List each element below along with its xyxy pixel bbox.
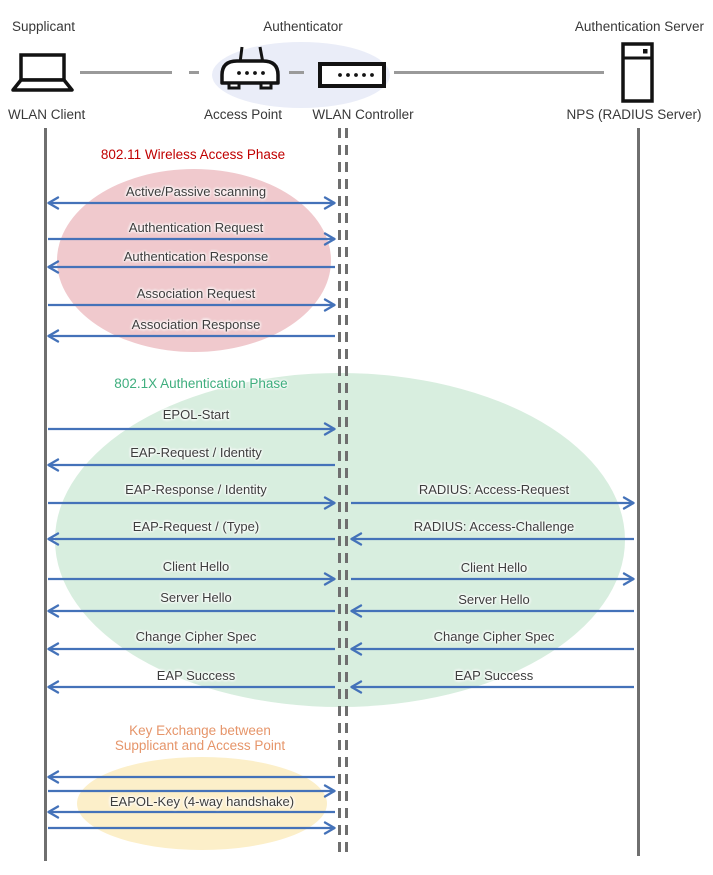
phase3-title-line2: Supplicant and Access Point <box>114 738 286 753</box>
node-label-nps-radius-server: NPS (RADIUS Server) <box>566 107 702 122</box>
message-arrow <box>47 260 336 274</box>
message-label: EAP Success <box>454 668 534 683</box>
lifeline-auth-server <box>637 128 640 856</box>
message-arrow <box>47 496 336 510</box>
connector-segment <box>289 71 304 74</box>
message-label: EPOL-Start <box>162 407 230 422</box>
server-icon <box>619 42 657 104</box>
connector-segment <box>80 71 172 74</box>
message-arrow <box>350 572 635 586</box>
phase3-title <box>115 723 285 753</box>
phase1-title: 802.11 Wireless Access Phase <box>100 147 286 162</box>
message-label: Change Cipher Spec <box>433 629 555 644</box>
message-label: Server Hello <box>458 592 530 607</box>
node-label-wlan-client: WLAN Client <box>8 107 86 122</box>
message-arrow <box>47 298 336 312</box>
lifeline-authenticator-left <box>338 128 341 857</box>
message-arrow <box>350 604 635 618</box>
message-arrow <box>350 532 635 546</box>
message-arrow <box>350 642 635 656</box>
message-arrow <box>47 821 336 835</box>
connector-segment <box>394 71 604 74</box>
role-label-authentication-server: Authentication Server <box>574 19 704 34</box>
message-arrow <box>47 642 336 656</box>
connector-segment <box>189 71 199 74</box>
phase2-title: 802.1X Authentication Phase <box>114 376 288 391</box>
message-arrow <box>47 532 336 546</box>
wireless-router-icon <box>215 44 285 92</box>
message-label: Association Response <box>131 317 261 332</box>
message-arrow <box>47 680 336 694</box>
phase3-title-line1: Key Exchange between <box>129 723 271 738</box>
message-label: Client Hello <box>460 560 528 575</box>
role-label-supplicant: Supplicant <box>12 19 76 34</box>
node-label-access-point: Access Point <box>203 107 283 122</box>
message-arrow <box>47 422 336 436</box>
message-arrow <box>47 196 336 210</box>
controller-box-icon <box>318 62 386 88</box>
message-label: EAP-Response / Identity <box>125 482 267 497</box>
message-arrow <box>350 496 635 510</box>
message-label: EAP Success <box>156 668 236 683</box>
message-label: RADIUS: Access-Challenge <box>413 519 575 534</box>
eapol-key-label: EAPOL-Key (4-way handshake) <box>109 794 295 809</box>
message-arrow <box>47 770 336 784</box>
lifeline-authenticator-right <box>345 128 348 857</box>
role-label-authenticator: Authenticator <box>263 19 343 34</box>
node-label-wlan-controller: WLAN Controller <box>312 107 414 122</box>
message-arrow <box>47 232 336 246</box>
message-label: EAP-Request / (Type) <box>132 519 260 534</box>
message-label: Client Hello <box>162 559 230 574</box>
message-arrow <box>47 572 336 586</box>
message-label: EAP-Request / Identity <box>130 445 262 460</box>
message-label: Authentication Request <box>128 220 264 235</box>
message-label: Association Request <box>136 286 256 301</box>
message-arrow <box>350 680 635 694</box>
message-arrow <box>47 604 336 618</box>
laptop-icon <box>10 50 76 96</box>
message-arrow <box>47 329 336 343</box>
message-label: Server Hello <box>160 590 232 605</box>
message-label: RADIUS: Access-Request <box>418 482 570 497</box>
message-label: Authentication Response <box>123 249 269 264</box>
message-label: Change Cipher Spec <box>135 629 257 644</box>
message-label: Active/Passive scanning <box>125 184 267 199</box>
message-arrow <box>47 458 336 472</box>
